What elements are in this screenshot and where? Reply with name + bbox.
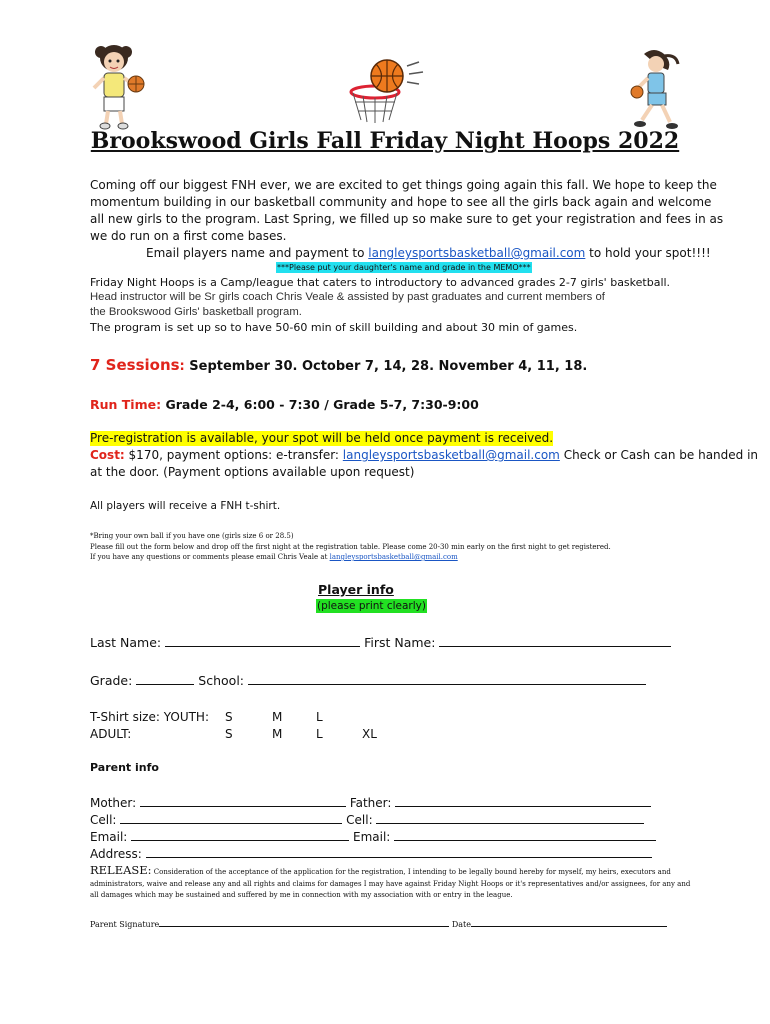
last-name-label: Last Name: xyxy=(90,635,162,650)
cell-label-2: Cell: xyxy=(346,813,373,827)
email-label: Email: xyxy=(90,830,128,844)
page-title: Brookswood Girls Fall Friday Night Hoops 2022 xyxy=(90,128,680,154)
adult-size-l[interactable]: L xyxy=(316,727,323,741)
prereg-highlight: Pre-registration is available, your spot will be held once payment is received. xyxy=(90,431,554,445)
description-line-3: the Brookswood Girls' basketball program. xyxy=(90,306,302,318)
basketball-hoop-illustration xyxy=(343,58,433,124)
release-line-1 xyxy=(90,864,671,878)
email-line-suffix: to hold your spot!!!! xyxy=(585,246,711,260)
description-line-2: Head instructor will be Sr girls coach Chris Veale & assisted by past graduates and current members of xyxy=(90,291,605,303)
mother-label: Mother: xyxy=(90,796,137,810)
sessions-line xyxy=(90,356,587,376)
run-time-value: Grade 2-4, 6:00 - 7:30 / Grade 5-7, 7:30-9:00 xyxy=(161,397,479,412)
address-label: Address: xyxy=(90,847,142,861)
run-time-line xyxy=(90,396,479,413)
release-text-1: Consideration of the acceptance of the application for the registration, I intending to be legally bound hereby for myself, my heirs, executors and xyxy=(151,868,671,876)
father-field[interactable] xyxy=(395,795,651,807)
player-info-heading: Player info xyxy=(318,582,394,597)
grade-row xyxy=(90,672,646,689)
release-label: RELEASE: xyxy=(90,863,152,877)
father-label: Father: xyxy=(349,796,392,810)
mother-email-field[interactable] xyxy=(131,829,349,841)
email-label-2: Email: xyxy=(353,830,391,844)
sessions-dates: September 30. October 7, 14, 28. November 4, 11, 18. xyxy=(184,359,588,374)
father-cell-field[interactable] xyxy=(376,812,644,824)
girl-player-illustration-left xyxy=(88,42,150,130)
fine-print-2: Please fill out the form below and drop off the first night at the registration table. Please come 20-30 min early on the first night to get registered. xyxy=(90,543,611,551)
adult-size-s[interactable]: S xyxy=(225,727,233,741)
mother-field[interactable] xyxy=(140,795,346,807)
description-line-4: The program is set up so to have 50-60 min of skill building and about 30 min of games. xyxy=(90,321,578,334)
school-field[interactable] xyxy=(248,673,646,685)
first-name-label: First Name: xyxy=(364,635,436,650)
parent-info-heading: Parent info xyxy=(90,761,159,774)
date-label: Date xyxy=(451,920,471,929)
description-line-1: Friday Night Hoops is a Camp/league that caters to introductory to advanced grades 2-7 girls' basketball. xyxy=(90,276,671,289)
release-line-2: administrators, waive and release any and all rights and claims for damages I may have against Friday Night Hoops or it's representatives and/or assignees, for any and xyxy=(90,880,691,888)
signature-field[interactable] xyxy=(159,918,449,927)
first-name-field[interactable] xyxy=(439,635,671,647)
youth-size-m[interactable]: M xyxy=(272,710,283,724)
tshirt-note: All players will receive a FNH t-shirt. xyxy=(90,500,281,512)
cost-text: $170, payment options: e-transfer: xyxy=(124,448,343,462)
email-row xyxy=(90,829,656,846)
last-name-field[interactable] xyxy=(165,635,360,647)
grade-label: Grade: xyxy=(90,673,133,688)
fine-print-email-link[interactable]: langleysportsbasketball@gmail.com xyxy=(329,553,458,561)
girl-player-illustration-right xyxy=(628,48,682,132)
signature-label: Parent Signature xyxy=(90,920,160,929)
cost-text-2: Check or Cash can be handed in xyxy=(559,448,759,462)
fine-print-3-text: If you have any questions or comments please email Chris Veale at xyxy=(90,553,330,561)
address-row xyxy=(90,846,652,863)
release-line-3: all damages which may be sustained and suffered by me in connection with my association with or entry in the league. xyxy=(90,891,513,899)
adult-size-m[interactable]: M xyxy=(272,727,283,741)
adult-size-xl[interactable]: XL xyxy=(362,727,377,741)
youth-size-l[interactable]: L xyxy=(316,710,323,724)
cost-label: Cost: xyxy=(90,448,125,462)
intro-line-4: we do run on a first come bases. xyxy=(90,229,287,243)
signature-row xyxy=(90,918,667,930)
youth-size-s[interactable]: S xyxy=(225,710,233,724)
date-field[interactable] xyxy=(471,918,667,927)
run-time-label: Run Time: xyxy=(90,397,162,412)
fine-print-3 xyxy=(90,552,458,562)
email-line xyxy=(146,245,711,262)
school-label: School: xyxy=(198,673,245,688)
intro-line-2: momentum building in our basketball community and hope to see all the girls back again and welcome xyxy=(90,195,712,209)
father-email-field[interactable] xyxy=(394,829,656,841)
mother-father-row xyxy=(90,795,651,812)
adult-label: ADULT: xyxy=(90,727,132,741)
grade-field[interactable] xyxy=(136,673,194,685)
player-info-subheading: (please print clearly) xyxy=(317,600,426,612)
email-line-prefix: Email players name and payment to xyxy=(146,246,369,260)
tshirt-youth-label: T-Shirt size: YOUTH: xyxy=(90,710,209,724)
sessions-label: 7 Sessions xyxy=(90,356,180,374)
cell-row xyxy=(90,812,644,829)
fine-print-1: *Bring your own ball if you have one (girls size 6 or 28.5) xyxy=(90,532,294,540)
cost-email-link[interactable]: langleysportsbasketball@gmail.com xyxy=(342,448,560,462)
name-row xyxy=(90,634,671,651)
intro-line-1: Coming off our biggest FNH ever, we are excited to get things going again this fall. We hope to keep the xyxy=(90,178,717,192)
cost-line xyxy=(90,447,758,464)
mother-cell-field[interactable] xyxy=(120,812,342,824)
cost-line-2: at the door. (Payment options available upon request) xyxy=(90,465,415,479)
email-link[interactable]: langleysportsbasketball@gmail.com xyxy=(368,246,586,260)
memo-note: ***Please put your daughter's name and grade in the MEMO*** xyxy=(277,263,531,272)
intro-line-3: all new girls to the program. Last Spring, we filled up so make sure to get your registration and fees in as xyxy=(90,212,724,226)
cell-label: Cell: xyxy=(90,813,117,827)
address-field[interactable] xyxy=(146,846,652,858)
sessions-colon: : xyxy=(179,359,185,374)
